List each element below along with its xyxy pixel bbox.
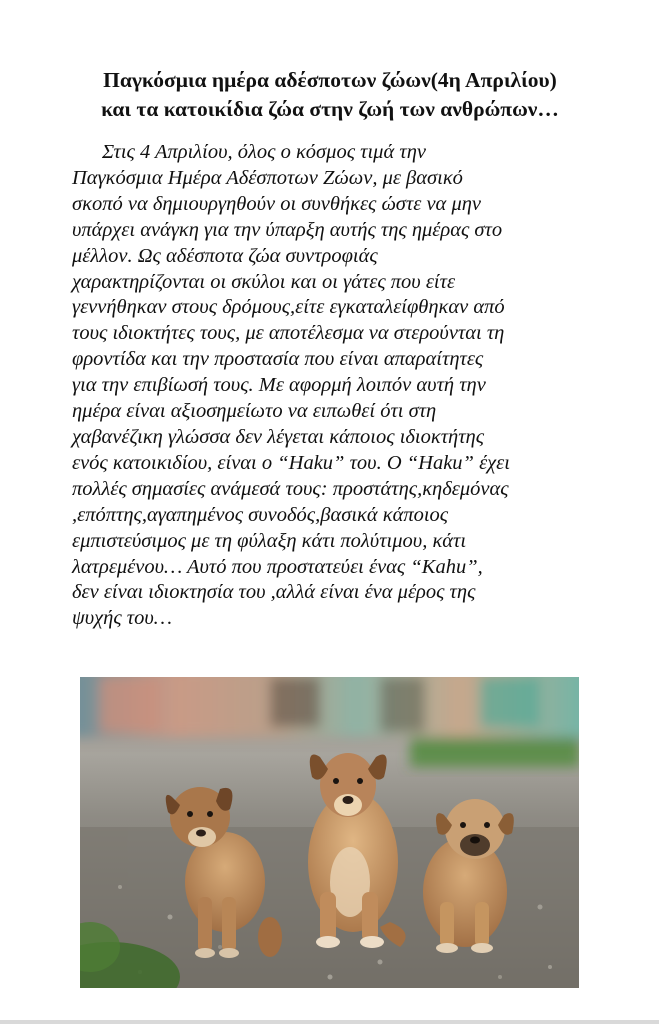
body-line: γεννήθηκαν στους δρόμους,είτε εγκαταλείφθηκαν από xyxy=(72,296,505,319)
body-line: ψυχής του… xyxy=(72,607,172,630)
body-line: πολλές σημασίες ανάμεσά τους: προστάτης,κηδεμόνας xyxy=(72,477,509,500)
body-line: χαρακτηρίζονται οι σκύλοι και οι γάτες που είτε xyxy=(72,270,456,293)
body-line: υπάρχει ανάγκη για την ύπαρξη αυτής της ημέρας στο xyxy=(72,218,503,241)
page-bottom-edge xyxy=(0,1020,659,1024)
body-line: τους ιδιοκτήτες τους, με αποτέλεσμα να στερούνται τη xyxy=(72,322,505,345)
body-line: χαβανέζικη γλώσσα δεν λέγεται κάποιος ιδιοκτήτης xyxy=(72,425,485,448)
body-line: ,επόπτης,αγαπημένος συνοδός,βασικά κάποιος xyxy=(72,503,449,526)
body-line: Στις 4 Απριλίου, όλος ο κόσμος τιμά την xyxy=(102,141,426,163)
title-line: και τα κατοικίδια ζώα στην ζωή των ανθρώπων… xyxy=(101,97,559,121)
body-line: ημέρα είναι αξιοσημείωτο να ειπωθεί ότι στη xyxy=(72,400,437,423)
body-line: για την επιβίωσή τους. Με αφορμή λοιπόν αυτή την xyxy=(72,374,486,397)
body-line: δεν είναι ιδιοκτησία του ,αλλά είναι ένα μέρος της xyxy=(72,581,476,604)
body-line: Παγκόσμια Ημέρα Αδέσποτων Ζώων, με βασικό xyxy=(72,166,463,189)
title-line: Παγκόσμια ημέρα αδέσποτων ζώων(4η Απριλίου) xyxy=(103,68,557,92)
body-line: μέλλον. Ως αδέσποτα ζώα συντροφιάς xyxy=(72,244,378,267)
body-line: εμπιστεύσιμος με τη φύλαξη κάτι πολύτιμου, κάτι xyxy=(72,529,467,552)
puppies-photo xyxy=(80,677,579,988)
body-line: φροντίδα και την προστασία που είναι απαραίτητες xyxy=(72,348,484,371)
body-line: λατρεμένου… Αυτό που προστατεύει ένας “Kahu”, xyxy=(72,555,483,578)
body-line: ενός κατοικιδίου, είναι ο “Haku” του. Ο “Haku” έχει xyxy=(72,451,510,474)
article-title xyxy=(60,66,600,124)
article-body xyxy=(72,140,592,632)
body-line: σκοπό να δημιουργηθούν οι συνθήκες ώστε να μην xyxy=(72,192,481,215)
